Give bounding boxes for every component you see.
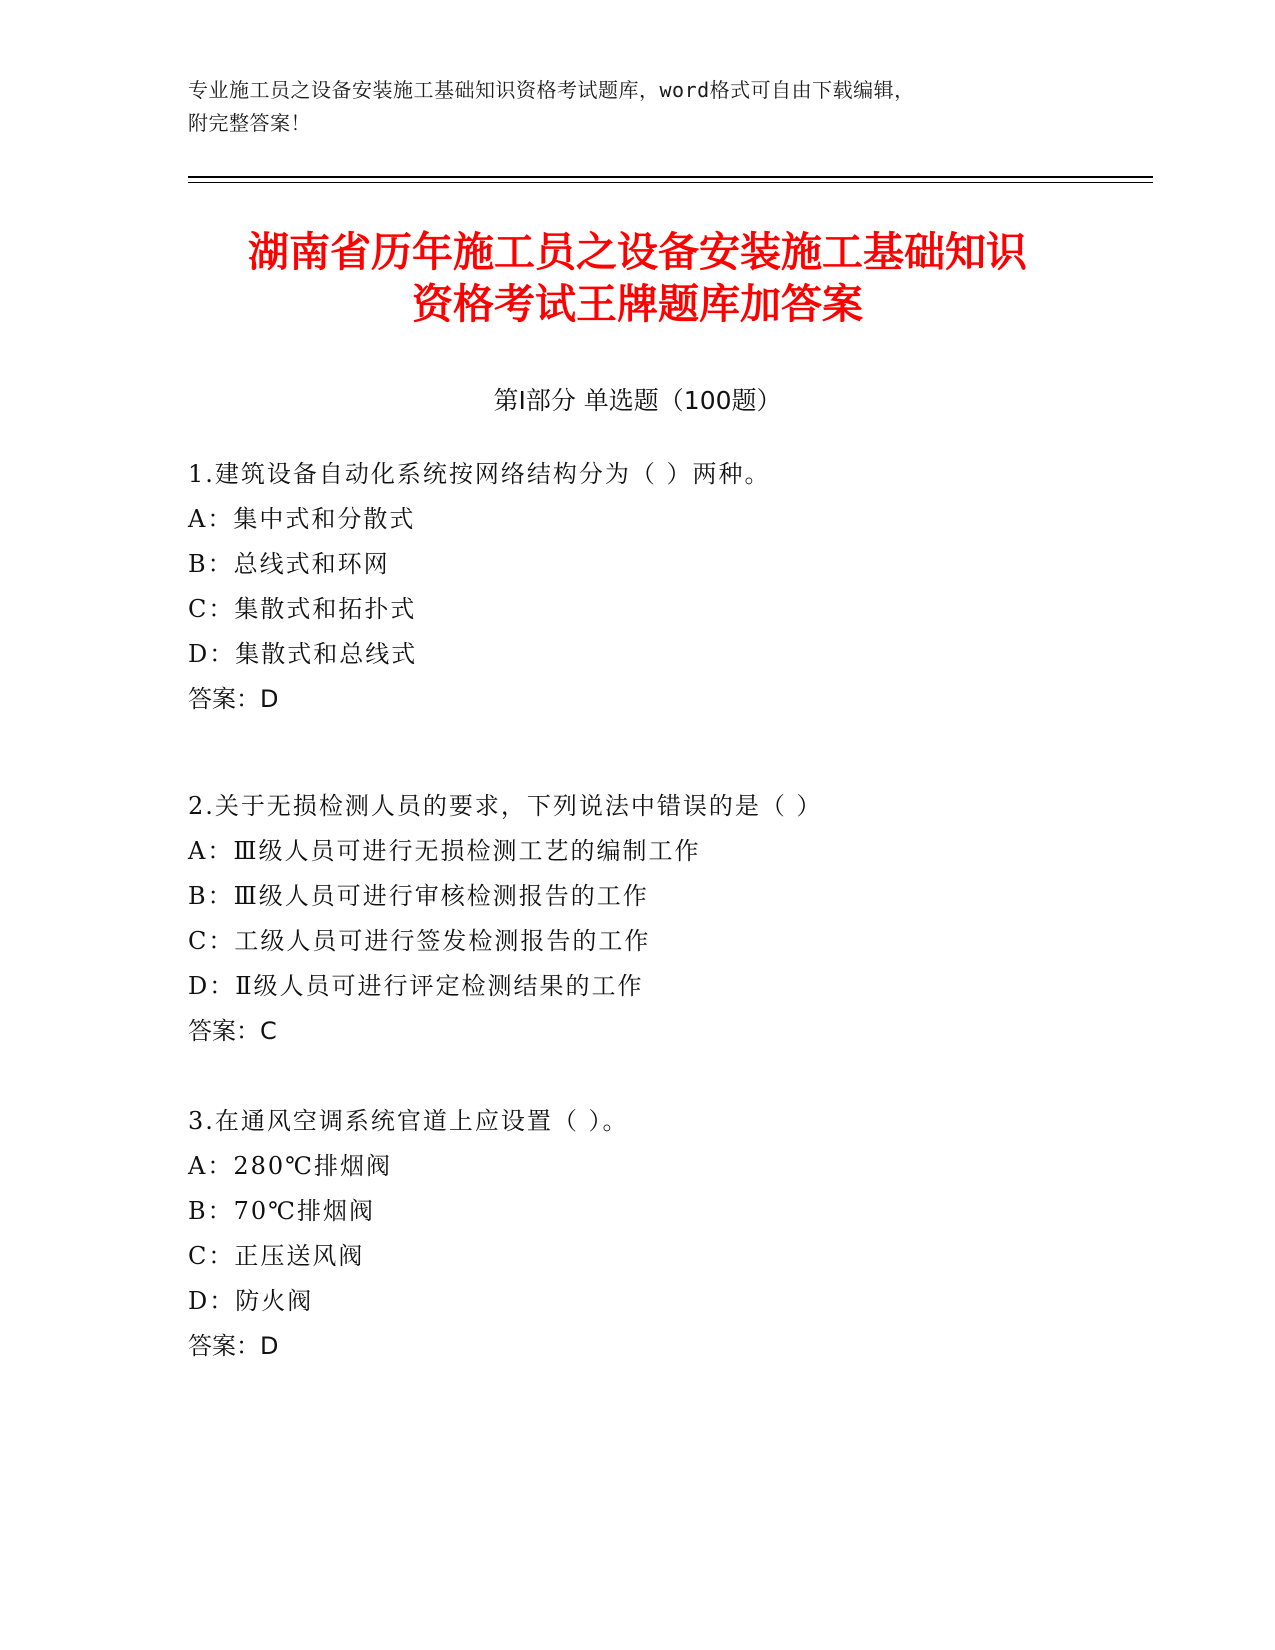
document-title-line-1: 湖南省历年施工员之设备安装施工基础知识 — [248, 228, 1027, 276]
answer-label: 答案：C — [188, 1017, 277, 1045]
option-a: A：Ⅲ级人员可进行无损检测工艺的编制工作 — [188, 837, 701, 865]
option-b: B：总线式和环网 — [188, 550, 390, 578]
document-title — [150, 226, 1125, 330]
question-block-2 — [188, 784, 1148, 1054]
header-note-line-2: 附完整答案！ — [188, 111, 311, 135]
question-stem: 3.在通风空调系统官道上应设置（ ）。 — [188, 1107, 629, 1135]
option-c: C：工级人员可进行签发检测报告的工作 — [188, 927, 651, 955]
document-title-line-2: 资格考试王牌题库加答案 — [412, 280, 863, 328]
option-b: B：Ⅲ级人员可进行审核检测报告的工作 — [188, 882, 649, 910]
option-a: A：集中式和分散式 — [188, 505, 416, 533]
option-b: B：70℃排烟阀 — [188, 1197, 376, 1225]
header-divider-thin — [188, 182, 1153, 183]
header-note-line-1: 专业施工员之设备安装施工基础知识资格考试题库，word格式可自由下载编辑， — [188, 78, 915, 102]
section-heading: 第Ⅰ部分 单选题（100题） — [493, 386, 782, 415]
option-c: C：集散式和拓扑式 — [188, 595, 417, 623]
option-d: D：集散式和总线式 — [188, 640, 418, 668]
answer-label: 答案：D — [188, 685, 279, 713]
header-note — [188, 74, 1068, 140]
question-stem: 2.关于无损检测人员的要求，下列说法中错误的是（ ） — [188, 792, 823, 820]
header-divider-thick — [188, 176, 1153, 178]
option-c: C：正压送风阀 — [188, 1242, 365, 1270]
option-a: A：280℃排烟阀 — [188, 1152, 392, 1180]
answer-label: 答案：D — [188, 1332, 279, 1360]
option-d: D：防火阀 — [188, 1287, 314, 1315]
option-d: D：Ⅱ级人员可进行评定检测结果的工作 — [188, 972, 644, 1000]
question-block-1 — [188, 452, 1148, 722]
question-stem: 1.建筑设备自动化系统按网络结构分为（ ）两种。 — [188, 460, 771, 488]
question-block-3 — [188, 1099, 1148, 1369]
